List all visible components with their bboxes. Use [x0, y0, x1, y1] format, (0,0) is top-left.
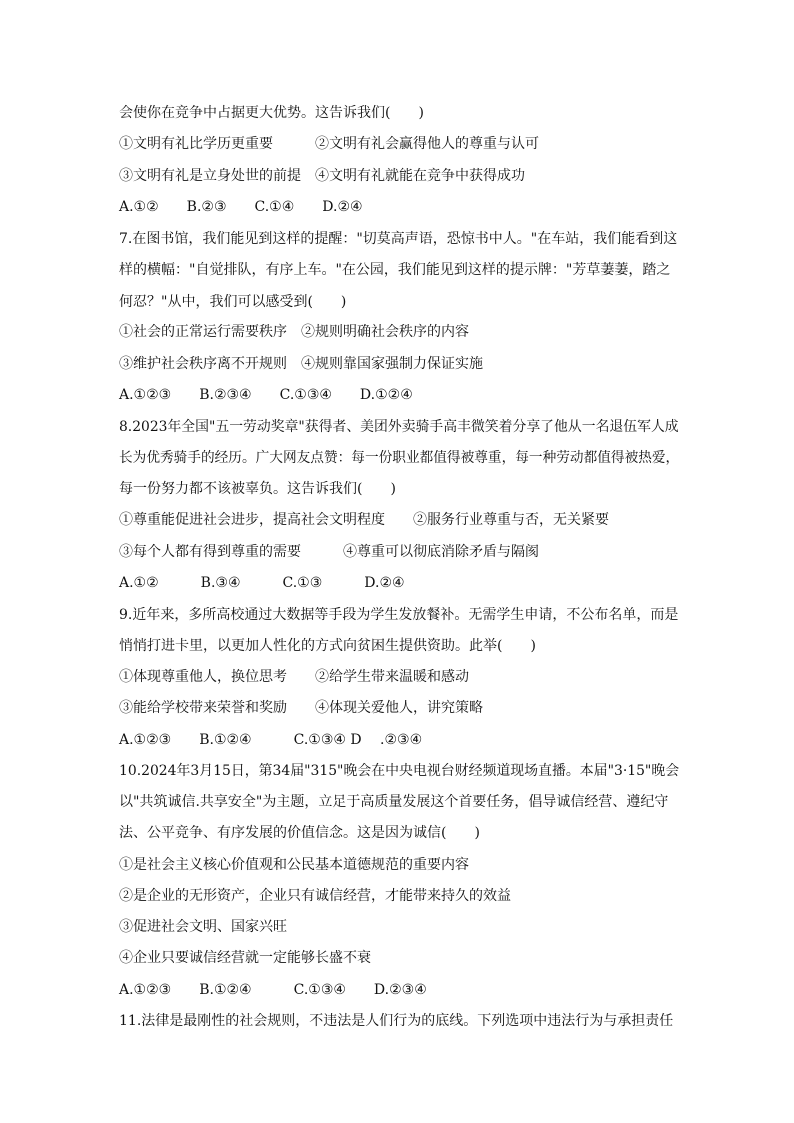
q6-options: A.①② B.②③ C.①④ D.②④: [119, 199, 363, 215]
q10-statement-3: ③促进社会文明、国家兴旺: [119, 919, 287, 935]
q6-stem-end: 会使你在竞争中占据更大优势。这告诉我们( ): [119, 105, 424, 121]
q8-statements-2: ③每个人都有得到尊重的需要 ④尊重可以彻底消除矛盾与隔阂: [119, 544, 539, 560]
q7-statements-2: ③维护社会秩序离不开规则 ④规则靠国家强制力保证实施: [119, 356, 483, 372]
q7-stem-3: 何忍？"从中，我们可以感受到( ): [119, 294, 347, 310]
q10-statement-4: ④企业只要诚信经营就一定能够长盛不衰: [119, 950, 371, 966]
q8-stem-2: 长为优秀骑手的经历。广大网友点赞：每一份职业都值得被尊重，每一种劳动都值得被热爱，: [119, 450, 680, 466]
q9-stem-1: 9.近年来，多所高校通过大数据等手段为学生发放餐补。无需学生申请，不公布名单，而是: [119, 607, 679, 623]
q10-options: A.①②③ B.①②④ C.①③④ D.②③④: [119, 982, 427, 998]
q10-stem-3: 法、公平竞争、有序发展的价值信念。这是因为诚信( ): [119, 825, 480, 841]
q10-statement-1: ①是社会主义核心价值观和公民基本道德规范的重要内容: [119, 857, 469, 873]
q9-statements-2: ③能给学校带来荣誉和奖励 ④体现关爱他人，讲究策略: [119, 700, 483, 716]
q9-options: A.①②③ B.①②④ C.①③④ D .②③④: [119, 732, 423, 748]
q8-stem-1: 8.2023年全国"五一劳动奖章"获得者、美团外卖骑手高丰微笑着分享了他从一名退伍军人成: [119, 419, 679, 435]
q7-stem-2: 样的横幅："自觉排队，有序上车。"在公园，我们能见到这样的提示牌："芳草萋萋，踏之: [119, 262, 671, 278]
q9-stem-2: 悄悄打进卡里，以更加人性化的方式向贫困生提供资助。此举( ): [119, 638, 536, 654]
q8-stem-3: 每一份努力都不该被辜负。这告诉我们( ): [119, 481, 396, 497]
q6-statements-1: ①文明有礼比学历更重要 ②文明有礼会赢得他人的尊重与认可: [119, 136, 539, 152]
q10-stem-2: 以"共筑诚信.共享安全"为主题，立足于高质量发展这个首要任务，倡导诚信经营、遵纪守: [119, 794, 669, 810]
q7-options: A.①②③ B.②③④ C.①③④ D.①②④: [119, 387, 413, 403]
q9-statements-1: ①体现尊重他人，换位思考 ②给学生带来温暖和感动: [119, 669, 469, 685]
q8-statements-1: ①尊重能促进社会进步，提高社会文明程度 ②服务行业尊重与否，无关紧要: [119, 512, 609, 528]
q7-stem-1: 7.在图书馆，我们能见到这样的提醒："切莫高声语，恐惊书中人。"在车站，我们能看到这: [119, 231, 678, 247]
q10-statement-2: ②是企业的无形资产，企业只有诚信经营，才能带来持久的效益: [119, 888, 511, 904]
q10-stem-1: 10.2024年3月15日，第34届"315"晚会在中央电视台财经频道现场直播。本届"3·15"晚会: [119, 763, 680, 779]
q8-options: A.①② B.③④ C.①③ D.②④: [119, 575, 405, 591]
q6-statements-2: ③文明有礼是立身处世的前提 ④文明有礼就能在竞争中获得成功: [119, 168, 525, 184]
q7-statements-1: ①社会的正常运行需要秩序 ②规则明确社会秩序的内容: [119, 324, 469, 340]
q11-stem-1: 11.法律是最刚性的社会规则，不违法是人们行为的底线。下列选项中违法行为与承担责任: [119, 1013, 674, 1029]
